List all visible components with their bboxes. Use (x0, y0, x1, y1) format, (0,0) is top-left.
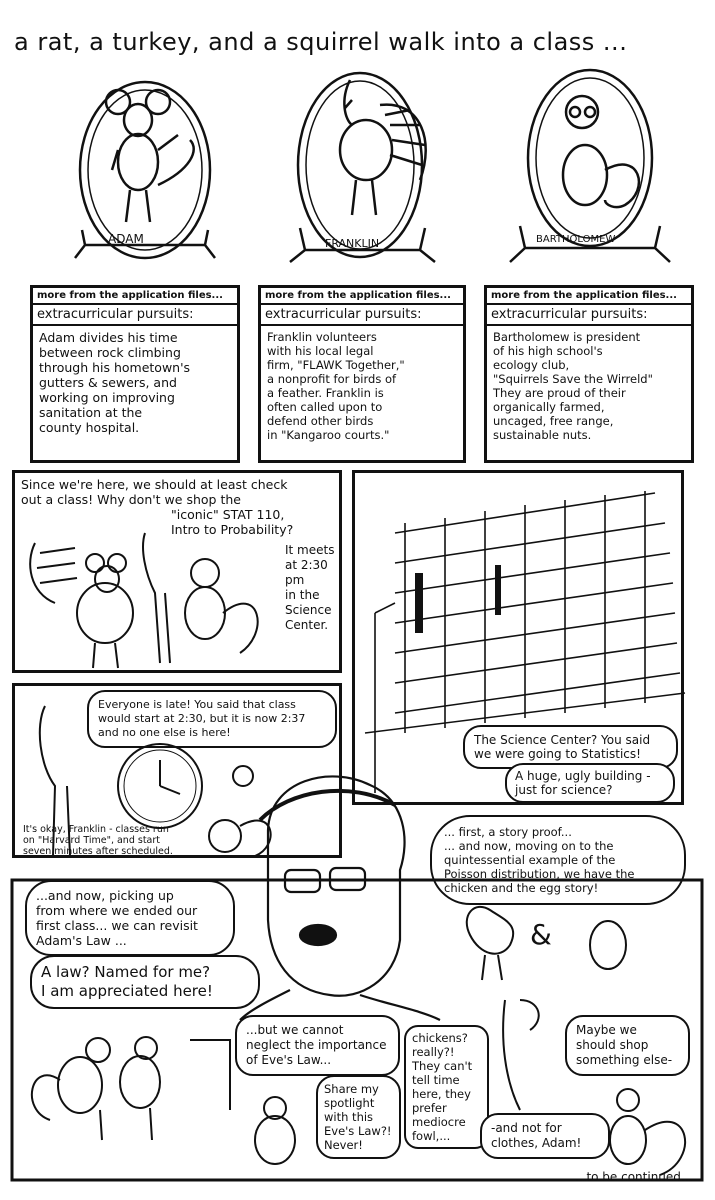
caption-line: Since we're here, we should at least check (21, 477, 288, 492)
box-line: a nonprofit for birds of (267, 372, 397, 386)
box-line: with his local legal (267, 344, 374, 358)
panel-poisson (430, 815, 686, 985)
bubble-line: we were going to Statistics! (474, 747, 641, 761)
side-line: Center. (285, 618, 329, 632)
box-line: of his high school's (493, 344, 603, 358)
bubble-line: Share my (324, 1082, 379, 1096)
caption-line: Intro to Probability? (171, 522, 294, 537)
bartholomew-application-box (484, 285, 694, 463)
caption-line: "iconic" STAT 110, (171, 507, 285, 522)
box-line: sustainable nuts. (493, 428, 592, 442)
thought-line: ... first, a story proof... (444, 825, 572, 839)
box-header: more from the application files... (33, 288, 237, 305)
side-line: at 2:30 pm (285, 558, 328, 587)
bubble-line: something else- (576, 1053, 673, 1067)
bubble-line: Maybe we (576, 1023, 637, 1037)
bubble-line: clothes, Adam! (491, 1136, 582, 1150)
bubble-line: Adam's Law ... (36, 933, 127, 948)
box-line: through his hometown's (39, 360, 191, 375)
box-line: in "Kangaroo courts." (267, 428, 390, 442)
box-line: uncaged, free range, (493, 414, 614, 428)
panel3-drawing (15, 473, 345, 676)
bubble-line: ...and now, picking up (36, 888, 174, 903)
ugly-building-bubble (505, 763, 675, 803)
thought-line: chicken and the egg story! (444, 881, 599, 895)
box-line: county hospital. (39, 420, 140, 435)
bubble-line: mediocre (412, 1115, 466, 1129)
panel-science-center (352, 470, 684, 805)
bubble-line: first class... we can revisit (36, 918, 198, 933)
bubble-line: would start at 2:30, but it is now 2:37 (98, 712, 306, 725)
bubble-line: here, they (412, 1087, 471, 1101)
box-header: more from the application files... (487, 288, 691, 305)
box-header: more from the application files... (261, 288, 463, 305)
bubble-line: prefer (412, 1101, 447, 1115)
panel-late-class (12, 683, 342, 858)
side-line: in the (285, 588, 320, 602)
caption-line: on "Harvard Time", and start (23, 835, 161, 846)
box-line: Adam divides his time (39, 330, 178, 345)
side-line: Science (285, 603, 332, 617)
bubble-line: A law? Named for me? (41, 963, 211, 981)
bubble-line: The Science Center? You said (474, 733, 651, 747)
thought-line: quintessential example of the (444, 853, 616, 867)
box-body (33, 326, 237, 439)
chicken-icon (467, 907, 513, 954)
bubble-line: I am appreciated here! (41, 982, 213, 1000)
bubble-line: -and not for (491, 1121, 562, 1135)
chickens-bubble (404, 1025, 489, 1149)
box-subheader: extracurricular pursuits: (261, 305, 463, 326)
box-line: gutters & sewers, and (39, 375, 177, 390)
adam-application-box (30, 285, 240, 463)
bubble-line: neglect the importance (246, 1038, 387, 1052)
bubble-line: Never! (324, 1138, 363, 1152)
box-line: defend other birds (267, 414, 374, 428)
bubble-line: A huge, ugly building - (515, 769, 651, 783)
franklin-label: FRANKLIN (325, 237, 380, 250)
panel-shop-class (12, 470, 342, 673)
bubble-line: They can't (412, 1059, 473, 1073)
bubble-line: and no one else is here! (98, 726, 231, 739)
bubble-line: Everyone is late! You said that class (98, 698, 296, 711)
ampersand: & (530, 918, 552, 951)
egg-icon (590, 921, 626, 969)
bartholomew-label: BARTHOLOMEW (536, 234, 616, 245)
box-line: "Squirrels Save the Wirreld" (493, 372, 653, 386)
box-line: between rock climbing (39, 345, 181, 360)
box-body (261, 326, 463, 446)
shop-something-else-bubble (565, 1015, 690, 1076)
eve-law-bubble (235, 1015, 400, 1076)
bubble-line: chickens? (412, 1031, 468, 1045)
box-line: sanitation at the (39, 405, 143, 420)
adam-label: ADAM (108, 232, 144, 246)
bubble-line: Eve's Law?! (324, 1124, 392, 1138)
box-subheader: extracurricular pursuits: (33, 305, 237, 326)
thought-line: ... and now, moving on to the (444, 839, 614, 853)
box-line: Franklin volunteers (267, 330, 377, 344)
bubble-line: just for science? (515, 783, 613, 797)
bubble-line: spotlight (324, 1096, 375, 1110)
lecture-bubble (25, 880, 235, 956)
adam-frame (80, 82, 210, 258)
box-subheader: extracurricular pursuits: (487, 305, 691, 326)
bubble-line: fowl,... (412, 1129, 451, 1143)
bubble-line: with this (324, 1110, 374, 1124)
bubble-line: should shop (576, 1038, 649, 1052)
box-body (487, 326, 691, 446)
not-for-clothes-bubble (480, 1113, 610, 1159)
box-line: often called upon to (267, 400, 383, 414)
bubble-line: of Eve's Law... (246, 1053, 332, 1067)
harvard-time-caption (23, 824, 223, 857)
bubble-line: from where we ended our (36, 903, 198, 918)
bartholomew-frame (528, 70, 652, 246)
bubble-line: ...but we cannot (246, 1023, 344, 1037)
franklin-frame (298, 73, 422, 257)
caption-line: seven minutes after scheduled. (23, 846, 173, 857)
box-line: organically farmed, (493, 400, 605, 414)
comic-title: a rat, a turkey, and a squirrel walk into a class ... (14, 28, 628, 56)
box-line: firm, "FLAWK Together," (267, 358, 405, 372)
franklin-application-box (258, 285, 466, 463)
to-be-continued: ...to be continued... (575, 1170, 693, 1184)
box-line: Bartholomew is president (493, 330, 641, 344)
thought-line: Poisson distribution, we have the (444, 867, 635, 881)
box-line: ecology club, (493, 358, 570, 372)
box-line: They are proud of their (493, 386, 626, 400)
bubble-line: really?! (412, 1045, 455, 1059)
chicken-egg-drawing (430, 815, 686, 985)
share-spotlight-bubble (316, 1075, 401, 1159)
side-line: It meets (285, 543, 335, 557)
box-line: a feather. Franklin is (267, 386, 384, 400)
bubble-line: tell time (412, 1073, 460, 1087)
box-line: working on improving (39, 390, 175, 405)
caption-line: It's okay, Franklin - classes run (23, 824, 169, 835)
caption-line: out a class! Why don't we shop the (21, 492, 241, 507)
adam-law-bubble (30, 955, 260, 1009)
